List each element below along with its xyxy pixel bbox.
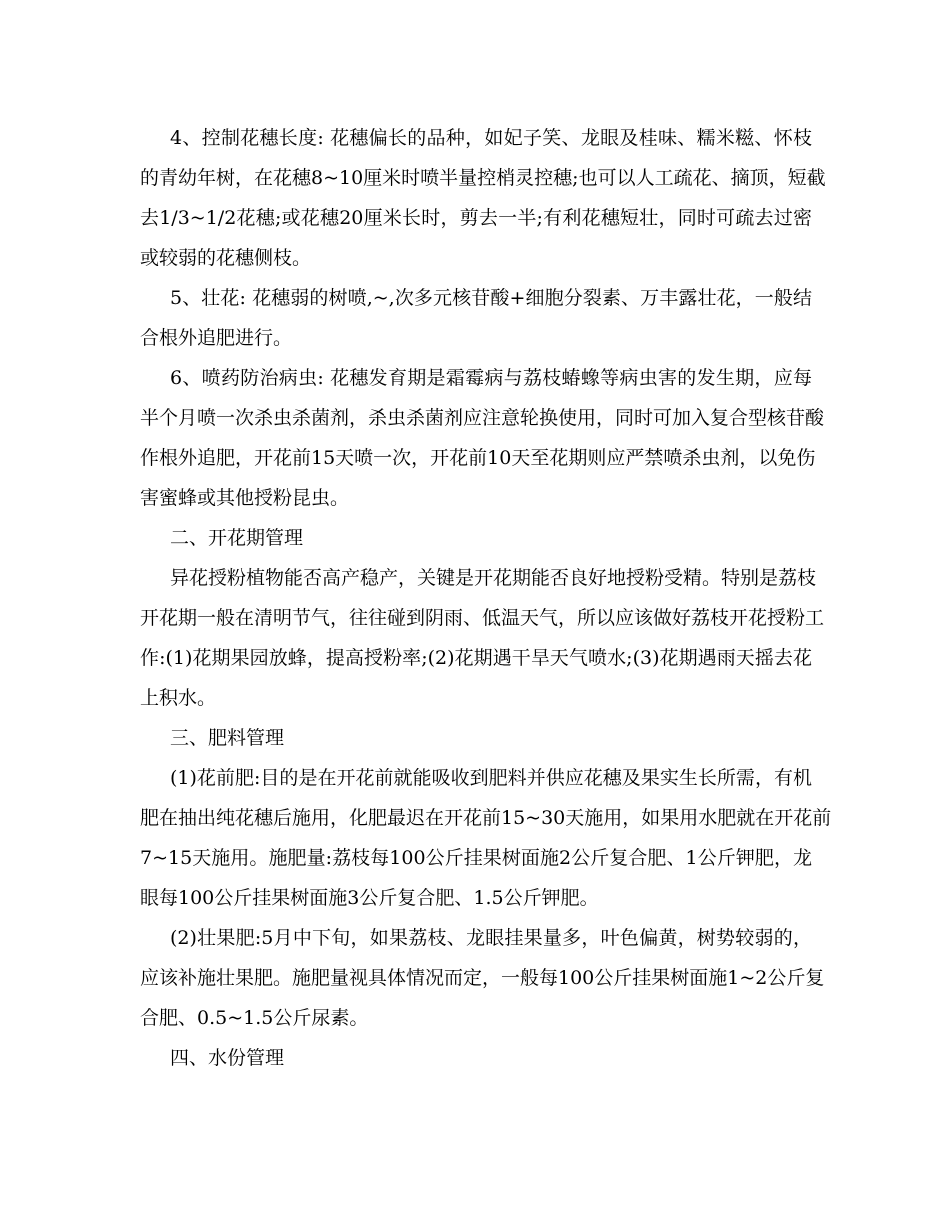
section-heading-fertilizer [140, 718, 812, 758]
paragraph-fruit-fertilizer [140, 918, 825, 1038]
text-line: (2)壮果肥:5月中下旬，如果荔枝、龙眼挂果量多，叶色偏黄，树势较弱的， [170, 927, 812, 949]
section-heading-water [140, 1038, 812, 1078]
text-line: 的青幼年树，在花穗8~10厘米时喷半量控梢灵控穗;也可以人工疏花、摘顶，短截 [140, 167, 826, 189]
text-line: 异花授粉植物能否高产稳产，关键是开花期能否良好地授粉受精。特别是荔枝 [170, 567, 817, 589]
text-line: 开花期一般在清明节气，往往碰到阴雨、低温天气，所以应该做好荔枝开花授粉工 [140, 607, 825, 629]
text-line: 7~15天施用。施肥量:荔枝每100公斤挂果树面施2公斤复合肥、1公斤钾肥，龙 [140, 847, 812, 869]
section-heading: 三、肥料管理 [170, 727, 285, 749]
section-heading-flowering [140, 518, 812, 558]
text-line: 肥在抽出纯花穗后施用，化肥最迟在开花前15~30天施用，如果用水肥就在开花前 [140, 807, 832, 829]
text-line: 作根外追肥，开花前15天喷一次，开花前10天至花期则应严禁喷杀虫剂，以免伤 [140, 447, 816, 469]
text-line: 上积水。 [140, 687, 217, 709]
text-line: 5、壮花: 花穗弱的树喷,~,次多元核苷酸+细胞分裂素、万丰露壮花，一般结 [170, 287, 812, 309]
text-line: 害蜜蜂或其他授粉昆虫。 [140, 487, 350, 509]
paragraph-pest-control [140, 358, 825, 518]
text-line: 4、控制花穗长度: 花穗偏长的品种，如妃子笑、龙眼及桂味、糯米糍、怀枝 [170, 127, 812, 149]
text-line: 去1/3~1/2花穗;或花穗20厘米长时，剪去一半;有利花穗短壮，同时可疏去过密 [140, 207, 812, 229]
paragraph-flowering-management [140, 558, 825, 718]
text-line: (1)花前肥:目的是在开花前就能吸收到肥料并供应花穗及果实生长所需，有机 [170, 767, 812, 789]
text-line: 合肥、0.5~1.5公斤尿素。 [140, 1007, 369, 1029]
text-line: 眼每100公斤挂果树面施3公斤复合肥、1.5公斤钾肥。 [140, 887, 599, 909]
paragraph-pre-flower-fertilizer [140, 758, 832, 918]
text-line: 合根外追肥进行。 [140, 327, 293, 349]
text-line: 应该补施壮果肥。施肥量视具体情况而定，一般每100公斤挂果树面施1~2公斤复 [140, 967, 825, 989]
section-heading: 二、开花期管理 [170, 527, 304, 549]
paragraph-strengthen-flowers [140, 278, 812, 358]
text-line: 或较弱的花穗侧枝。 [140, 247, 312, 269]
text-line: 半个月喷一次杀虫杀菌剂，杀虫杀菌剂应注意轮换使用，同时可加入复合型核苷酸 [140, 407, 825, 429]
text-line: 6、喷药防治病虫: 花穗发育期是霜霉病与荔枝蝽蟓等病虫害的发生期，应每 [170, 367, 812, 389]
section-heading: 四、水份管理 [170, 1047, 285, 1069]
paragraph-control-spike-length [140, 118, 826, 278]
document-body [140, 118, 832, 1078]
text-line: 作:(1)花期果园放蜂，提高授粉率;(2)花期遇干旱天气喷水;(3)花期遇雨天摇去花 [140, 647, 812, 669]
